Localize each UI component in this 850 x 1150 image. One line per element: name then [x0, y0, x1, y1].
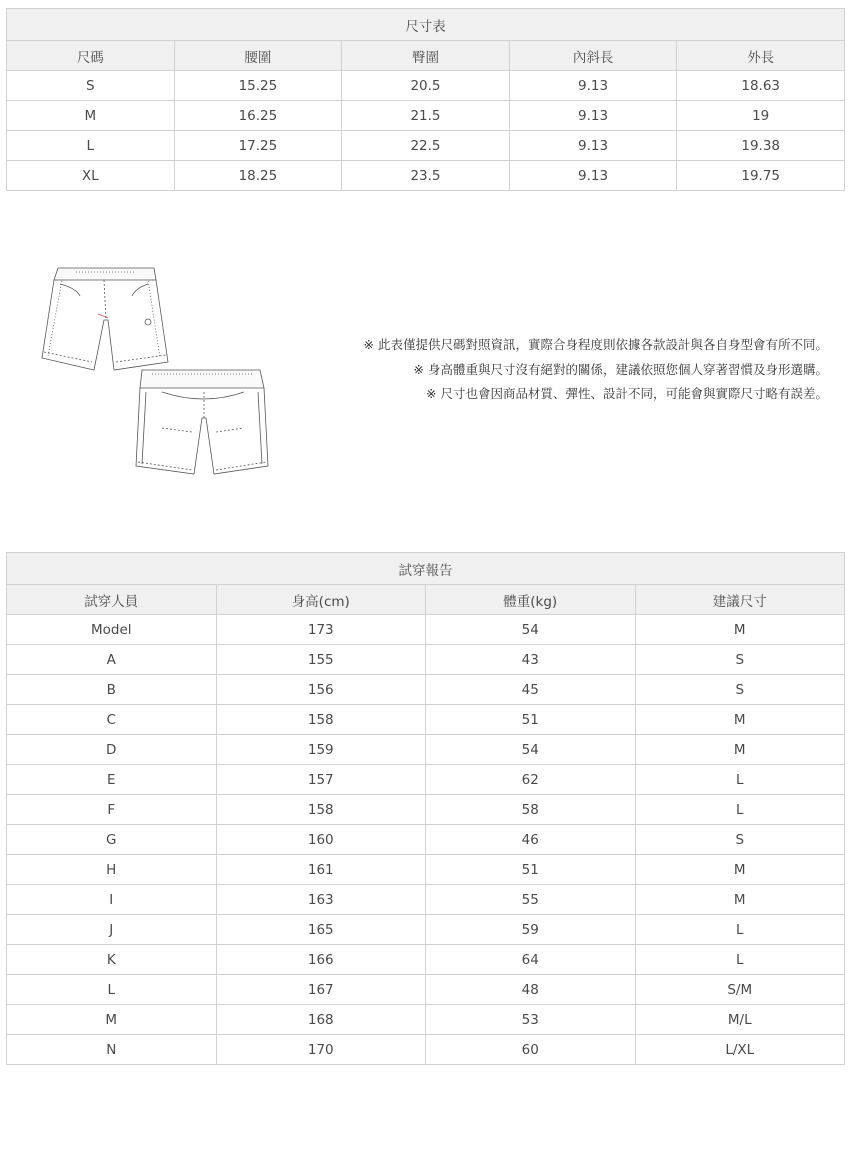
fit-report-title: 試穿報告	[7, 553, 845, 585]
fit-report-header-row	[7, 585, 845, 615]
column-header: 尺碼	[7, 41, 175, 71]
table-cell: E	[7, 765, 217, 795]
table-cell: 156	[216, 675, 426, 705]
table-cell: 161	[216, 855, 426, 885]
table-cell: 165	[216, 915, 426, 945]
table-cell: 20.5	[342, 71, 510, 101]
table-cell: G	[7, 825, 217, 855]
table-cell: H	[7, 855, 217, 885]
table-row	[7, 945, 845, 975]
table-cell: 160	[216, 825, 426, 855]
table-cell: 45	[426, 675, 636, 705]
table-cell: M	[7, 1005, 217, 1035]
table-cell: 170	[216, 1035, 426, 1065]
table-cell: 48	[426, 975, 636, 1005]
table-cell: 62	[426, 765, 636, 795]
table-cell: C	[7, 705, 217, 735]
table-cell: 158	[216, 795, 426, 825]
table-cell: F	[7, 795, 217, 825]
table-cell: 51	[426, 855, 636, 885]
table-row	[7, 615, 845, 645]
table-cell: 19.75	[677, 161, 845, 191]
column-header: 內斜長	[509, 41, 677, 71]
table-row	[7, 795, 845, 825]
column-header: 試穿人員	[7, 585, 217, 615]
table-cell: 43	[426, 645, 636, 675]
table-cell: XL	[7, 161, 175, 191]
table-cell: L	[635, 795, 845, 825]
table-cell: 18.25	[174, 161, 342, 191]
table-cell: L	[7, 131, 175, 161]
table-cell: 19	[677, 101, 845, 131]
table-cell: 9.13	[509, 161, 677, 191]
column-header: 外長	[677, 41, 845, 71]
table-cell: J	[7, 915, 217, 945]
table-row	[7, 645, 845, 675]
table-row	[7, 765, 845, 795]
size-notes	[364, 333, 828, 407]
table-cell: 60	[426, 1035, 636, 1065]
note-line: ※ 此表僅提供尺碼對照資訊，實際合身程度則依據各款設計與各自身型會有所不同。	[363, 337, 828, 352]
table-cell: M/L	[635, 1005, 845, 1035]
column-header: 建議尺寸	[635, 585, 845, 615]
size-chart-table	[6, 8, 845, 191]
table-row	[7, 101, 845, 131]
table-cell: 64	[426, 945, 636, 975]
table-row	[7, 705, 845, 735]
table-cell: L	[635, 915, 845, 945]
table-cell: 23.5	[342, 161, 510, 191]
table-row	[7, 855, 845, 885]
table-cell: 167	[216, 975, 426, 1005]
table-cell: 9.13	[509, 101, 677, 131]
column-header: 體重(kg)	[426, 585, 636, 615]
table-cell: M	[635, 735, 845, 765]
table-cell: D	[7, 735, 217, 765]
table-row	[7, 885, 845, 915]
table-cell: 155	[216, 645, 426, 675]
table-cell: 18.63	[677, 71, 845, 101]
table-cell: S/M	[635, 975, 845, 1005]
table-cell: 173	[216, 615, 426, 645]
table-row	[7, 825, 845, 855]
fit-report-table	[6, 552, 845, 1065]
table-row	[7, 1005, 845, 1035]
table-cell: S	[635, 645, 845, 675]
table-cell: L	[635, 765, 845, 795]
table-cell: M	[635, 615, 845, 645]
shorts-sketch-icon	[36, 262, 276, 486]
table-cell: 54	[426, 615, 636, 645]
back-shorts-icon	[136, 370, 268, 474]
table-cell: S	[635, 825, 845, 855]
table-row	[7, 915, 845, 945]
table-cell: K	[7, 945, 217, 975]
table-cell: M	[635, 705, 845, 735]
table-cell: 55	[426, 885, 636, 915]
table-cell: 58	[426, 795, 636, 825]
size-chart-title: 尺寸表	[7, 9, 845, 41]
table-cell: 157	[216, 765, 426, 795]
column-header: 臀圍	[342, 41, 510, 71]
note-line: ※ 尺寸也會因商品材質、彈性、設計不同，可能會與實際尺寸略有誤差。	[426, 386, 828, 401]
table-cell: S	[635, 675, 845, 705]
table-cell: Model	[7, 615, 217, 645]
table-cell: N	[7, 1035, 217, 1065]
front-shorts-icon	[42, 268, 168, 370]
table-cell: L/XL	[635, 1035, 845, 1065]
table-cell: 54	[426, 735, 636, 765]
table-cell: 166	[216, 945, 426, 975]
table-cell: 168	[216, 1005, 426, 1035]
table-cell: 21.5	[342, 101, 510, 131]
table-cell: A	[7, 645, 217, 675]
table-cell: 46	[426, 825, 636, 855]
table-cell: M	[635, 855, 845, 885]
table-row	[7, 735, 845, 765]
column-header: 腰圍	[174, 41, 342, 71]
table-cell: 159	[216, 735, 426, 765]
table-row	[7, 975, 845, 1005]
table-row	[7, 675, 845, 705]
note-line: ※ 身高體重與尺寸沒有絕對的關係，建議依照您個人穿著習慣及身形選購。	[413, 361, 828, 377]
table-cell: 9.13	[509, 131, 677, 161]
table-cell: 16.25	[174, 101, 342, 131]
table-cell: 51	[426, 705, 636, 735]
table-cell: B	[7, 675, 217, 705]
table-cell: M	[7, 101, 175, 131]
table-cell: 19.38	[677, 131, 845, 161]
table-cell: M	[635, 885, 845, 915]
table-cell: 9.13	[509, 71, 677, 101]
table-cell: L	[635, 945, 845, 975]
table-cell: I	[7, 885, 217, 915]
table-row	[7, 161, 845, 191]
size-chart-header-row	[7, 41, 845, 71]
table-row	[7, 131, 845, 161]
table-cell: 158	[216, 705, 426, 735]
column-header: 身高(cm)	[216, 585, 426, 615]
table-row	[7, 1035, 845, 1065]
table-cell: L	[7, 975, 217, 1005]
table-row	[7, 71, 845, 101]
table-cell: 59	[426, 915, 636, 945]
table-cell: 17.25	[174, 131, 342, 161]
table-cell: 163	[216, 885, 426, 915]
table-cell: 53	[426, 1005, 636, 1035]
table-cell: 15.25	[174, 71, 342, 101]
table-cell: 22.5	[342, 131, 510, 161]
table-cell: S	[7, 71, 175, 101]
